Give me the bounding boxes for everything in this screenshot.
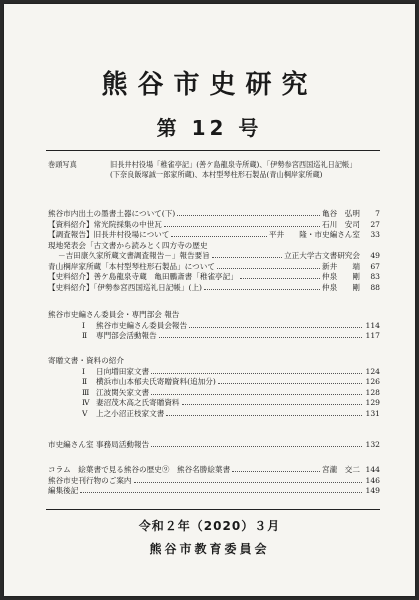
toc-entry-text: 妻沼茂木高之氏寄贈資料 [96,398,180,407]
journal-cover [4,4,415,596]
leader-dots [171,236,267,237]
toc-entry-page: 129 [365,398,380,407]
toc-entry-title: 【史料紹介】善ケ島龍泉寺蔵 亀田鵬斎書「稚雀亭記」 [48,272,238,281]
toc-entry-author: 宮瀧 交二 [322,465,360,474]
toc-entry [48,220,380,231]
toc-entry-page: 33 [370,230,380,239]
toc-entry-author: 石川 安司 [322,219,360,229]
toc-entry-title: 編集後記 [48,486,79,495]
toc-entry-title [82,367,149,378]
toc-entry [48,465,380,476]
toc-entry-text: 横浜市山本郁夫氏寄贈資料(追加分) [96,377,216,386]
toc-entry-author: 立正大学古文書研究会 [284,251,360,260]
frontispiece-label: 巻頭写真 [48,160,77,169]
toc-entry [48,409,380,420]
leader-dots [80,492,362,493]
toc-entry [48,440,380,451]
roman-numeral: Ⅰ [82,366,85,376]
frontispiece-line: 旧長井村役場「稚雀亭記」(善ケ島龍泉寺所蔵)、「伊勢参宮西国巡礼日記帳」 [110,160,357,169]
toc-entry-title: 【調査報告】旧長井村役場について [48,230,170,239]
toc-entry-text: 熊谷市史編さん委員会報告 [96,320,188,330]
toc-entry-title: 青山棡岸家所蔵「本村型琴柱形石製品」について [48,261,215,271]
toc-entry-text: 専門部会活動報告 [96,331,157,340]
toc-entry-heading: 現地発表会「古文書から読みとく四方寺の歴史 [48,240,208,250]
toc-entry [48,209,380,220]
toc-entry-page: 144 [365,465,380,474]
roman-numeral: Ⅰ [82,320,85,330]
leader-dots [166,415,362,416]
roman-numeral: Ⅱ [82,377,88,386]
toc-entry-text: 日向増田家文書 [96,366,150,376]
toc-entry-page: 132 [365,440,380,449]
toc-entry [48,476,380,487]
toc-entry-page: 124 [365,366,380,376]
toc-entry-title: 熊谷市内出土の墨書土器について(下) [48,209,176,218]
top-divider [46,150,380,151]
toc-articles [48,209,380,293]
leader-dots [218,383,362,384]
toc-entry [48,321,380,332]
leader-dots [189,327,362,328]
toc-entry-author: 新井 端 [322,261,360,271]
toc-entry-title: 市史編さん室 事務局活動報告 [48,440,150,449]
toc-entry-title [82,388,149,399]
toc-entry-author: 平井 隆・市史編さん室 [268,230,360,239]
leader-dots [232,471,320,472]
toc-entry [48,377,380,388]
toc-entry [48,251,380,262]
toc-entry-title: 【史料紹介】「伊勢参宮西国巡礼日記帳」(上) [48,282,202,292]
bottom-divider [46,509,380,510]
toc-entry-title [82,321,187,332]
leader-dots [182,404,362,405]
toc-entry-author: 仲泉 剛 [322,282,360,292]
toc-entry-page: 67 [370,261,380,271]
toc-entry [48,367,380,378]
issue-number: 第 12 号 [156,116,263,140]
toc-entry [48,486,380,497]
publisher-name: 熊谷市教育委員会 [149,542,270,556]
leader-dots [151,373,362,374]
toc-entry-page: 7 [375,209,380,218]
toc-entry [48,331,380,342]
leader-dots [151,446,362,447]
toc-entry-page: 146 [365,475,380,485]
toc-entry [48,398,380,409]
leader-dots [240,278,320,279]
toc-entry-title [82,331,157,342]
toc-entry-title: 熊谷市史刊行物のご案内 [48,475,132,485]
toc-entry-page: 88 [370,282,380,292]
toc-entry-page: 117 [365,331,380,340]
publication-date: 令和２年（2020）３月 [138,519,281,533]
toc-entry-page: 126 [365,377,380,386]
toc-donations [48,356,380,419]
toc-entry [48,272,380,283]
toc-misc [48,465,380,497]
toc-entry-title [82,377,216,388]
journal-title: 熊谷市史研究 [101,70,318,100]
leader-dots [151,394,362,395]
leader-dots [204,289,320,290]
toc-entry [48,262,380,273]
frontispiece-line: (下奈良飯塚誠一郎家所蔵)、本村型琴柱形石製品(青山棡岸家所蔵) [110,170,323,179]
toc-entry-title: 【資料紹介】常光院採集の中世瓦 [48,219,162,229]
toc-entry-page: 27 [370,219,380,229]
toc-entry-title [82,409,164,420]
toc-entry-title: －吉田康久家所蔵文書調査報告－」報告要旨 [58,251,210,260]
donations-heading: 寄贈文書・資料の紹介 [48,356,124,365]
toc-entry-page: 128 [365,387,380,397]
leader-dots [164,226,320,227]
leader-dots [177,215,320,216]
toc-entry-page: 114 [365,320,380,330]
toc-entry [48,230,380,241]
toc-entry-text: 江波関矢家文書 [96,387,150,397]
leader-dots [159,337,362,338]
toc-entry-author: 亀谷 弘明 [322,209,360,218]
frontispiece-block [48,160,380,180]
toc-entry-title: コラム 絵葉書で見る熊谷の歴史⑨ 熊谷名勝絵葉書 [48,465,231,474]
roman-numeral: Ⅱ [82,331,88,340]
toc-entry-page: 149 [365,486,380,495]
leader-dots [134,482,362,483]
toc-entry-page: 83 [370,272,380,281]
committee-heading: 熊谷市史編さん委員会・専門部会 報告 [48,310,180,319]
toc-entry-title [82,398,180,409]
leader-dots [217,268,320,269]
roman-numeral: Ⅴ [82,408,88,418]
toc-entry-page: 131 [365,408,380,418]
toc-entry-text: 上之小沼正枝家文書 [96,408,165,418]
roman-numeral: Ⅳ [82,398,90,407]
toc-entry [48,283,380,294]
frontispiece-text [92,160,380,180]
roman-numeral: Ⅲ [82,387,90,397]
leader-dots [212,257,282,258]
toc-entry-page: 49 [370,251,380,260]
toc-office [48,440,380,451]
toc-entry [48,388,380,399]
toc-entry-author: 仲泉 剛 [322,272,360,281]
toc-committee [48,310,380,342]
